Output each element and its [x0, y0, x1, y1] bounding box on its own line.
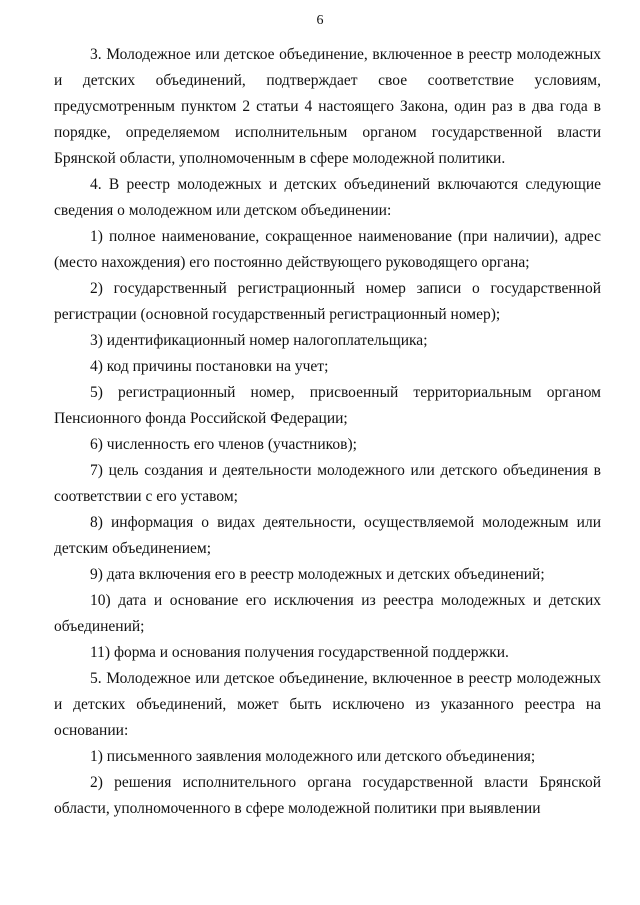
list-item-4-8: 8) информация о видах деятельности, осуществляемой молодежным или детским объединением;	[54, 514, 601, 557]
document-body	[54, 42, 601, 822]
paragraph-4: 4. В реестр молодежных и детских объединений включаются следующие сведения о молодежном или детском объединении:	[54, 176, 601, 219]
paragraph-3: 3. Молодежное или детское объединение, включенное в реестр молодежных и детских объединений, подтверждает свое соответствие условиям, предусмотренным пунктом 2 статьи 4 настоящего Закона, один раз в два года в порядке, определяемом исполнительным органом государственной власти Брянской области, уполномоченным в сфере молодежной политики.	[54, 46, 601, 167]
list-item-4-1: 1) полное наименование, сокращенное наименование (при наличии), адрес (место нахождения) его постоянно действующего руководящего органа;	[54, 228, 601, 271]
paragraph-5: 5. Молодежное или детское объединение, включенное в реестр молодежных и детских объединений, может быть исключено из указанного реестра на основании:	[54, 670, 601, 739]
list-item-4-7: 7) цель создания и деятельности молодежного или детского объединения в соответствии с его уставом;	[54, 462, 601, 505]
page-number: 6	[316, 13, 324, 28]
list-item-4-10: 10) дата и основание его исключения из реестра молодежных и детских объединений;	[54, 592, 601, 635]
list-item-4-2: 2) государственный регистрационный номер записи о государственной регистрации (основной государственный регистрационный номер);	[54, 280, 601, 323]
list-item-4-9: 9) дата включения его в реестр молодежных и детских объединений;	[90, 566, 545, 583]
list-item-4-11: 11) форма и основания получения государственной поддержки.	[90, 644, 509, 661]
list-item-5-1: 1) письменного заявления молодежного или детского объединения;	[90, 748, 536, 765]
list-item-5-2: 2) решения исполнительного органа государственной власти Брянской области, уполномоченного в сфере молодежной политики при выявлении	[54, 774, 601, 817]
list-item-4-3: 3) идентификационный номер налогоплательщика;	[90, 332, 428, 349]
list-item-4-6: 6) численность его членов (участников);	[90, 436, 357, 453]
list-item-4-4: 4) код причины постановки на учет;	[90, 358, 329, 375]
list-item-4-5: 5) регистрационный номер, присвоенный территориальным органом Пенсионного фонда Российской Федерации;	[54, 384, 601, 427]
